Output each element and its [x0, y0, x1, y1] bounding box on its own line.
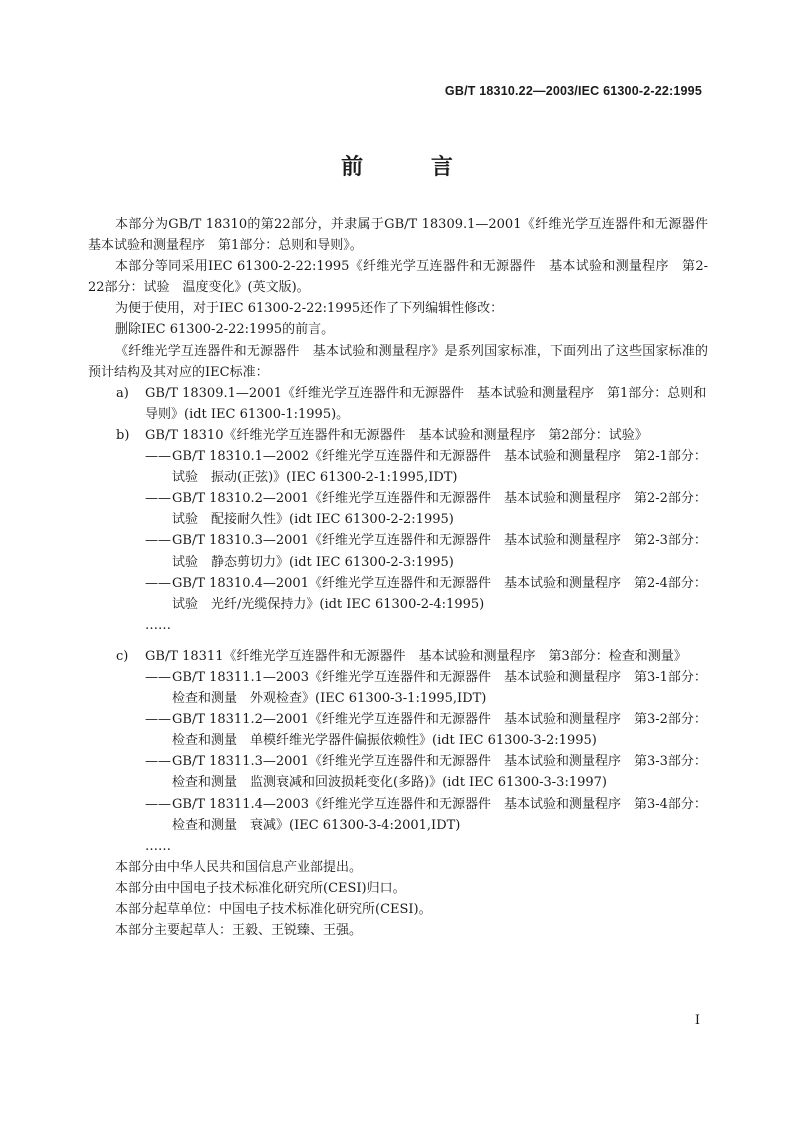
- paragraph-delete-foreword: 删除IEC 61300-2-22:1995的前言。: [115, 322, 335, 338]
- sub-item-text: GB/T 18311.1—2003《纤维光学互连器件和无源器件 基本试验和测量程序 第3-1部分：检查和测量 外观检查》(IEC 61300-3-1:1995,IDT): [172, 669, 707, 707]
- sub-item-text: GB/T 18310.2—2001《纤维光学互连器件和无源器件 基本试验和测量程序 第2-2部分：试验 配接耐久性》(idt IEC 61300-2-2:1995): [172, 491, 707, 528]
- list-item-b: [88, 425, 708, 446]
- ellipsis: ……: [145, 617, 171, 633]
- sub-item: [88, 573, 708, 615]
- dash-marker: ——: [145, 669, 171, 685]
- sub-item: [88, 488, 708, 530]
- closing-drafters: 本部分主要起草人：王毅、王锐臻、王强。: [115, 923, 363, 939]
- sub-item: [88, 667, 708, 709]
- list-marker: a): [116, 385, 129, 401]
- list-item-text: GB/T 18309.1—2001《纤维光学互连器件和无源器件 基本试验和测量程序 第1部分：总则和导则》(idt IEC 61300-1:1995)。: [145, 385, 707, 422]
- sub-item-text: GB/T 18311.2—2001《纤维光学互连器件和无源器件 基本试验和测量程序 第3-2部分：检查和测量 单模纤维光学器件偏振依赖性》(idt IEC 61300-3-2:1995): [172, 712, 707, 749]
- list-marker: b): [116, 427, 130, 443]
- paragraph-edits: 为便于使用，对于IEC 61300-2-22:1995还作了下列编辑性修改：: [115, 301, 504, 317]
- page-title-text: 前 言: [341, 154, 483, 180]
- closing-proposer: 本部分由中华人民共和国信息产业部提出。: [115, 859, 363, 875]
- dash-marker: ——: [145, 575, 171, 591]
- list-item-c: [88, 646, 708, 667]
- list-marker: c): [116, 648, 129, 664]
- document-body: [88, 214, 722, 941]
- sub-item: [88, 446, 708, 488]
- closing-administrator: 本部分由中国电子技术标准化研究所(CESI)归口。: [115, 880, 406, 896]
- sub-item: [88, 794, 708, 836]
- sub-item-text: GB/T 18311.3—2001《纤维光学互连器件和无源器件 基本试验和测量程序 第3-3部分：检查和测量 监测衰减和回波损耗变化(多路)》(idt IEC 61300-3-3:1997): [172, 754, 707, 791]
- page-title: [0, 150, 794, 181]
- dash-marker: ——: [145, 449, 171, 465]
- sub-item-text: GB/T 18310.1—2002《纤维光学互连器件和无源器件 基本试验和测量程序 第2-1部分：试验 振动(正弦)》(IEC 61300-2-1:1995,IDT): [172, 449, 707, 486]
- dash-marker: ——: [145, 796, 171, 812]
- sub-item-text: GB/T 18310.3—2001《纤维光学互连器件和无源器件 基本试验和测量程序 第2-3部分：试验 静态剪切力》(idt IEC 61300-2-3:1995): [172, 533, 707, 570]
- sub-item-text: GB/T 18310.4—2001《纤维光学互连器件和无源器件 基本试验和测量程序 第2-4部分：试验 光纤/光缆保持力》(idt IEC 61300-2-4:1995): [172, 575, 707, 612]
- sub-item: [88, 530, 708, 572]
- page-number: I: [694, 1013, 700, 1028]
- closing-drafting-unit: 本部分起草单位：中国电子技术标准化研究所(CESI)。: [115, 902, 432, 917]
- sub-item: [88, 709, 708, 751]
- list-item-text: GB/T 18310《纤维光学互连器件和无源器件 基本试验和测量程序 第2部分：试验》: [145, 427, 648, 443]
- dash-marker: ——: [145, 712, 171, 728]
- dash-marker: ——: [145, 533, 171, 549]
- list-item-text: GB/T 18311《纤维光学互连器件和无源器件 基本试验和测量程序 第3部分：检查和测量》: [145, 648, 687, 664]
- sub-item-text: GB/T 18311.4—2003《纤维光学互连器件和无源器件 基本试验和测量程序 第3-4部分：检查和测量 衰减》(IEC 61300-3-4:2001,IDT): [172, 796, 707, 833]
- sub-item: [88, 751, 708, 793]
- dash-marker: ——: [145, 491, 171, 507]
- list-item-a: [88, 383, 708, 425]
- paragraph-adoption: 本部分等同采用IEC 61300-2-22:1995《纤维光学互连器件和无源器件 基本试验和测量程序 第2-22部分：试验 温度变化》(英文版)。: [88, 259, 708, 296]
- document-header: GB/T 18310.22—2003/IEC 61300-2-22:1995: [444, 84, 702, 98]
- paragraph-intro: 本部分为GB/T 18310的第22部分，并隶属于GB/T 18309.1—2001《纤维光学互连器件和无源器件 基本试验和测量程序 第1部分：总则和导则》。: [88, 217, 722, 254]
- ellipsis: ……: [145, 838, 171, 854]
- dash-marker: ——: [145, 754, 171, 770]
- paragraph-series: 《纤维光学互连器件和无源器件 基本试验和测量程序》是系列国家标准，下面列出了这些国家标准的预计结构及其对应的IEC标准：: [88, 343, 708, 380]
